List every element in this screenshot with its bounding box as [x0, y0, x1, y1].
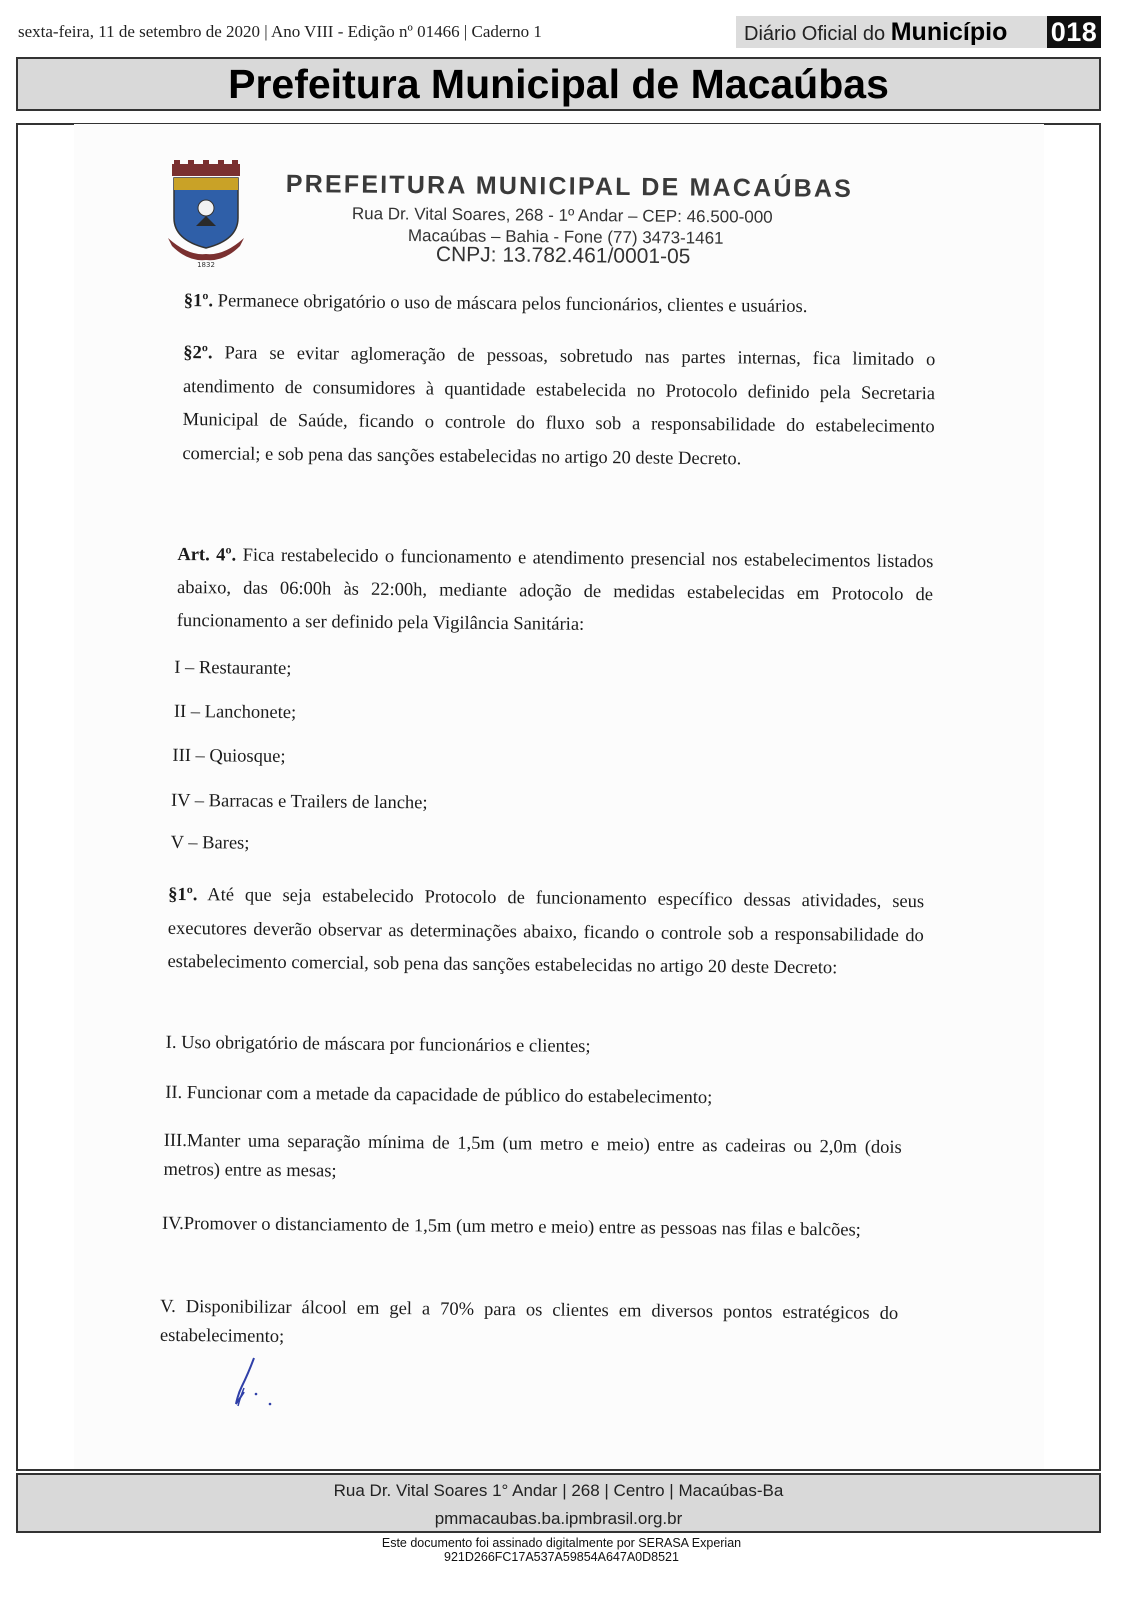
- list-item: III – Quiosque;: [172, 745, 286, 767]
- brand-strong: Município: [890, 17, 1008, 46]
- letterhead-title: PREFEITURA MUNICIPAL DE MACAÚBAS: [285, 170, 854, 203]
- footer-address: Rua Dr. Vital Soares 1° Andar | 268 | Centro | Macaúbas-Ba: [333, 1481, 784, 1500]
- crest-year: 1832: [197, 261, 215, 268]
- diario-oficial-brand: [736, 16, 1101, 48]
- letterhead-city-phone: Macaúbas – Bahia - Fone (77) 3473-1461: [407, 226, 724, 248]
- paragraph-1: [184, 285, 808, 323]
- brand-label: [736, 18, 1007, 47]
- municipal-crest-icon: [168, 160, 244, 268]
- rule-item: V. Disponibilizar álcool em gel a 70% para os clientes em diversos pontos estratégicos do estabelecimento;: [159, 1296, 899, 1348]
- footer-website[interactable]: pmmacaubas.ba.ipmbrasil.org.br: [434, 1509, 683, 1528]
- paragraph-3: [167, 879, 924, 987]
- letterhead-address: Rua Dr. Vital Soares, 268 - 1º Andar – CEP: 46.500-000: [351, 204, 773, 227]
- list-item: IV – Barracas e Trailers de lanche;: [170, 790, 428, 814]
- signed-by-text: Este documento foi assinado digitalmente por SERASA Experian: [381, 1536, 742, 1550]
- paragraph-label: §1º.: [168, 884, 198, 906]
- rule-item: IV.Promover o distanciamento de 1,5m (um metro e meio) entre as pessoas nas filas e balcões;: [161, 1213, 861, 1241]
- rule-item: II. Funcionar com a metade da capacidade de público do estabelecimento;: [165, 1082, 713, 1109]
- letterhead-cnpj: CNPJ: 13.782.461/0001-05: [435, 243, 691, 269]
- article-label: Art. 4º.: [177, 544, 237, 566]
- article-text: Fica restabelecido o funcionamento e atendimento presencial nos estabelecimentos listados abaixo, das 06:00h às 22:00h, mediante adoção de medidas estabelecidas em Protocolo de funcionamento a ser definido pela Vigilância Sanitária:: [176, 545, 934, 635]
- page-number: 018: [1047, 16, 1101, 48]
- list-item: V – Bares;: [170, 832, 250, 854]
- signature-hash: 921D266FC17A537A59854A647A0D8521: [444, 1550, 679, 1564]
- digital-signature-note: [0, 1536, 1123, 1564]
- paragraph-text: Permanece obrigatório o uso de máscara pelos funcionários, clientes e usuários.: [212, 291, 808, 317]
- list-item: II – Lanchonete;: [173, 701, 297, 724]
- paragraph-label: §1º.: [183, 290, 214, 312]
- list-item: I – Restaurante;: [174, 657, 292, 680]
- footer-bar: [16, 1473, 1101, 1533]
- rule-item: III.Manter uma separação mínima de 1,5m (um metro e meio) entre as cadeiras ou 2,0m (dois metros) entre as mesas;: [163, 1130, 902, 1182]
- paragraph-2: [182, 337, 935, 478]
- paragraph-text: Até que seja estabelecido Protocolo de funcionamento específico dessas atividades, seus executores deverão observar as determinações abaixo, ficando o controle sob a responsabilidade do estabelecimento comercial, sob pena das sanções estabelecidas no artigo 20 deste Decreto:: [167, 885, 925, 979]
- rule-item: I. Uso obrigatório de máscara por funcionários e clientes;: [165, 1032, 591, 1057]
- paragraph-label: §2º.: [183, 342, 213, 364]
- article-4: [177, 539, 934, 645]
- brand-prefix: Diário Oficial do: [744, 22, 891, 45]
- edition-line: sexta-feira, 11 de setembro de 2020 | Ano VIII - Edição nº 01466 | Caderno 1: [18, 22, 542, 41]
- paragraph-text: Para se evitar aglomeração de pessoas, sobretudo nas partes internas, fica limitado o atendimento de consumidores à quantidade estabelecida no Protocolo definido pela Secretaria Municipal de Saúde, ficando o controle do fluxo sob a responsabilidade do estabelecimento comercial; e sob pena das sanções estabelecidas no artigo 20 deste Decreto.: [182, 343, 936, 469]
- signature-mark-icon: [234, 1354, 278, 1414]
- page-title: Prefeitura Municipal de Macaúbas: [228, 60, 889, 107]
- header-bar: [16, 57, 1101, 111]
